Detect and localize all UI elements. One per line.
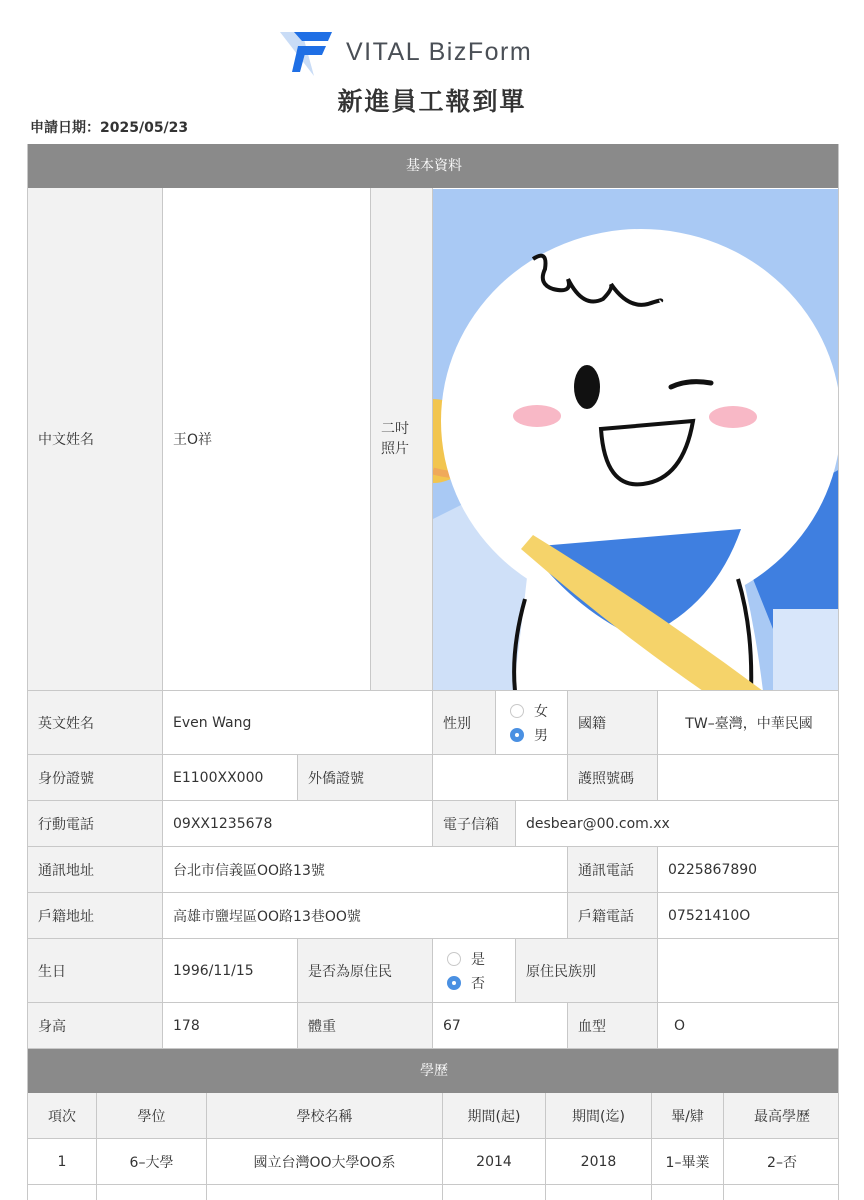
edu-col-status: 畢/肄 (652, 1093, 724, 1139)
mobile-value: 09XX1235678 (163, 801, 433, 847)
edu-cell-empty (97, 1185, 207, 1200)
edu-col-start: 期間(起) (443, 1093, 546, 1139)
edu-cell-end: 2018 (546, 1139, 652, 1185)
apply-date-label: 申請日期： (30, 120, 100, 136)
height-value: 178 (163, 1003, 298, 1049)
edu-cell-index: 1 (28, 1139, 97, 1185)
passport-value (658, 755, 839, 801)
photo-label-line-1: 二吋 (381, 421, 409, 437)
edu-cell-status: 1–畢業 (652, 1139, 724, 1185)
aboriginal-label: 是否為原住民 (298, 939, 433, 1003)
edu-col-school: 學校名稱 (207, 1093, 443, 1139)
overseas-id-value (433, 755, 568, 801)
registered-phone-value: 07521410O (658, 893, 839, 939)
form-title: 新進員工報到單 (337, 87, 527, 116)
chinese-name-value: 王O祥 (163, 188, 371, 691)
edu-cell-empty (443, 1185, 546, 1200)
mobile-label: 行動電話 (28, 801, 163, 847)
edu-cell-highest: 2–否 (724, 1139, 839, 1185)
radio-checked-icon[interactable] (510, 728, 524, 742)
edu-col-degree: 學位 (97, 1093, 207, 1139)
registered-address-label: 戶籍地址 (28, 893, 163, 939)
gender-label: 性別 (433, 691, 496, 755)
email-value: desbear@00.com.xx (516, 801, 839, 847)
vital-logo-icon (280, 28, 336, 78)
gender-option-label: 男 (534, 727, 548, 744)
gender-option-female[interactable] (510, 701, 548, 721)
registered-address-value: 高雄市鹽埕區OO路13巷OO號 (163, 893, 568, 939)
aboriginal-option-no[interactable] (447, 973, 485, 993)
nationality-label: 國籍 (568, 691, 658, 755)
birthday-label: 生日 (28, 939, 163, 1003)
blood-type-label: 血型 (568, 1003, 658, 1049)
chinese-name-label: 中文姓名 (28, 188, 163, 691)
registered-phone-label: 戶籍電話 (568, 893, 658, 939)
apply-date-value: 2025/05/23 (100, 120, 189, 136)
profile-photo[interactable] (433, 189, 839, 691)
radio-unchecked-icon[interactable] (447, 952, 461, 966)
email-label: 電子信箱 (433, 801, 516, 847)
photo-label-line-2: 照片 (381, 441, 409, 457)
edu-cell-school: 國立台灣OO大學OO系 (207, 1139, 443, 1185)
overseas-id-label: 外僑證號 (298, 755, 433, 801)
edu-cell-empty (207, 1185, 443, 1200)
aboriginal-option-yes[interactable] (447, 949, 485, 969)
weight-label: 體重 (298, 1003, 433, 1049)
form-header (0, 24, 864, 114)
onboarding-form (27, 144, 839, 1200)
edu-col-highest: 最高學歷 (724, 1093, 839, 1139)
radio-unchecked-icon[interactable] (510, 704, 524, 718)
english-name-label: 英文姓名 (28, 691, 163, 755)
mailing-address-value: 台北市信義區OO路13號 (163, 847, 568, 893)
radio-checked-icon[interactable] (447, 976, 461, 990)
blood-type-value: O (658, 1003, 839, 1049)
gender-option-male[interactable] (510, 725, 548, 745)
aboriginal-option-label: 否 (471, 975, 485, 992)
edu-cell-empty (724, 1185, 839, 1200)
aboriginal-option-label: 是 (471, 951, 485, 968)
section-education: 學歷 (28, 1049, 839, 1093)
photo-label (371, 188, 433, 691)
id-number-value: E1100XX000 (163, 755, 298, 801)
edu-cell-start: 2014 (443, 1139, 546, 1185)
edu-cell-empty (546, 1185, 652, 1200)
id-number-label: 身份證號 (28, 755, 163, 801)
edu-col-index: 項次 (28, 1093, 97, 1139)
section-basic-info: 基本資料 (28, 144, 839, 188)
weight-value: 67 (433, 1003, 568, 1049)
gender-radio-group (496, 691, 568, 755)
mailing-phone-label: 通訊電話 (568, 847, 658, 893)
passport-label: 護照號碼 (568, 755, 658, 801)
gender-option-label: 女 (534, 703, 548, 720)
edu-cell-degree: 6–大學 (97, 1139, 207, 1185)
mailing-phone-value: 0225867890 (658, 847, 839, 893)
english-name-value: Even Wang (163, 691, 433, 755)
apply-date (30, 117, 188, 137)
height-label: 身高 (28, 1003, 163, 1049)
tribe-label: 原住民族別 (516, 939, 658, 1003)
mailing-address-label: 通訊地址 (28, 847, 163, 893)
aboriginal-radio-group (433, 939, 516, 1003)
edu-cell-empty (652, 1185, 724, 1200)
tribe-value (658, 939, 839, 1003)
cartoon-mascot-image (433, 189, 839, 691)
birthday-value: 1996/11/15 (163, 939, 298, 1003)
edu-col-end: 期間(迄) (546, 1093, 652, 1139)
brand-name: VITAL BizForm (346, 38, 533, 66)
edu-cell-empty (28, 1185, 97, 1200)
nationality-value: TW–臺灣，中華民國 (658, 691, 839, 755)
